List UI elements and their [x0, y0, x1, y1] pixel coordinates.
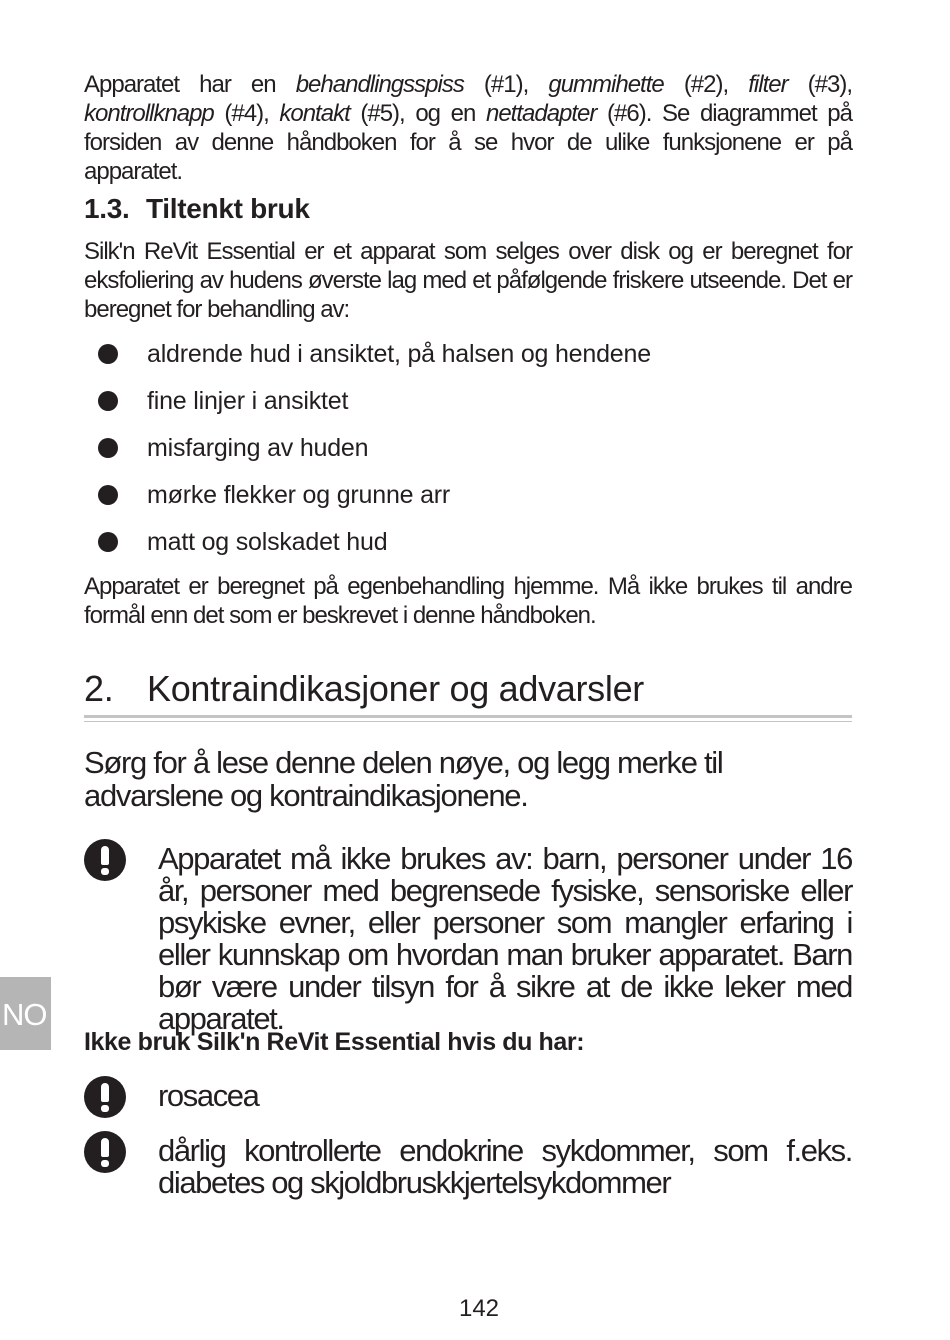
section-heading-1-3	[84, 193, 310, 225]
contraindication-heading: Ikke bruk Silk'n ReVit Essential hvis du har:	[84, 1028, 585, 1056]
list-item-text: matt og solskadet hud	[147, 528, 388, 556]
intro-term: filter	[748, 71, 788, 98]
bullet-dot-icon	[98, 391, 118, 411]
list-item-text: fine linjer i ansiktet	[147, 387, 349, 415]
intro-text: (#1),	[463, 71, 549, 98]
bullet-dot-icon	[98, 532, 118, 552]
section-number: 2.	[84, 668, 114, 709]
intro-text: (#5), og en	[349, 100, 486, 127]
bullet-dot-icon	[98, 438, 118, 458]
self-treatment-paragraph: Apparatet er beregnet på egenbehandling hjemme. Må ikke brukes til andre formål enn det som er beskrevet i denne håndboken.	[84, 573, 852, 629]
intro-paragraph	[84, 70, 852, 186]
language-tab	[0, 977, 51, 1050]
exclamation-circle-icon	[84, 1131, 126, 1173]
list-item-text: mørke flekker og grunne arr	[147, 481, 451, 509]
contraindication-item: rosacea	[158, 1078, 259, 1113]
list-item	[98, 479, 651, 526]
list-item	[98, 385, 651, 432]
intro-term: behandlingsspiss	[295, 71, 464, 98]
intended-use-paragraph: Silk'n ReVit Essential er et apparat som selges over disk og er beregnet for eksfoliering av hudens øverste lag med et påfølgende friskere utseende. Det er beregnet for behandling av:	[84, 238, 852, 323]
list-item-text: misfarging av huden	[147, 434, 369, 462]
page-number: 142	[458, 1295, 500, 1322]
intro-text: (#3),	[787, 71, 853, 98]
list-item	[98, 338, 651, 385]
list-item	[98, 526, 651, 573]
section-heading-2	[84, 668, 644, 710]
intended-use-list	[98, 338, 651, 573]
exclamation-circle-icon	[84, 839, 126, 881]
list-item	[98, 432, 651, 479]
heading-rule	[84, 715, 852, 718]
contraindication-item: dårlig kontrollerte endokrine sykdommer, som f.eks. diabetes og skjoldbruskkjertelsykdommer	[158, 1133, 852, 1200]
intro-term: kontakt	[279, 100, 350, 127]
list-item-text: aldrende hud i ansiktet, på halsen og hendene	[147, 340, 651, 368]
section-number: 1.3.	[84, 193, 130, 224]
language-tab-label: NO	[2, 997, 47, 1032]
intro-term: nettadapter	[485, 100, 597, 127]
exclamation-circle-icon	[84, 1076, 126, 1118]
section-title: Tiltenkt bruk	[146, 193, 310, 224]
lead-paragraph: Sørg for å lese denne delen nøye, og legg merke til advarslene og kontraindikasjonene.	[84, 745, 723, 813]
intro-term: gummihette	[548, 71, 664, 98]
bullet-dot-icon	[98, 485, 118, 505]
intro-text: Apparatet har en	[84, 71, 296, 98]
bullet-dot-icon	[98, 344, 118, 364]
heading-rule	[84, 721, 852, 722]
intro-text: (#6). Se diagrammet på forsiden av denne håndboken for å se hvor de ulike funksjonene er på apparatet.	[84, 100, 852, 185]
warning-text: Apparatet må ikke brukes av: barn, personer under 16 år, personer med begrensede fysiske, sensoriske eller psykiske evner, eller personer som mangler erfaring i eller kunnskap om hvordan man bruker apparatet. Barn bør være under tilsyn for å sikre at de ikke leker med apparatet.	[158, 841, 852, 1036]
intro-text: (#4),	[213, 100, 280, 127]
section-title: Kontraindikasjoner og advarsler	[147, 668, 644, 709]
intro-term: kontrollknapp	[84, 100, 214, 127]
intro-text: (#2),	[663, 71, 749, 98]
